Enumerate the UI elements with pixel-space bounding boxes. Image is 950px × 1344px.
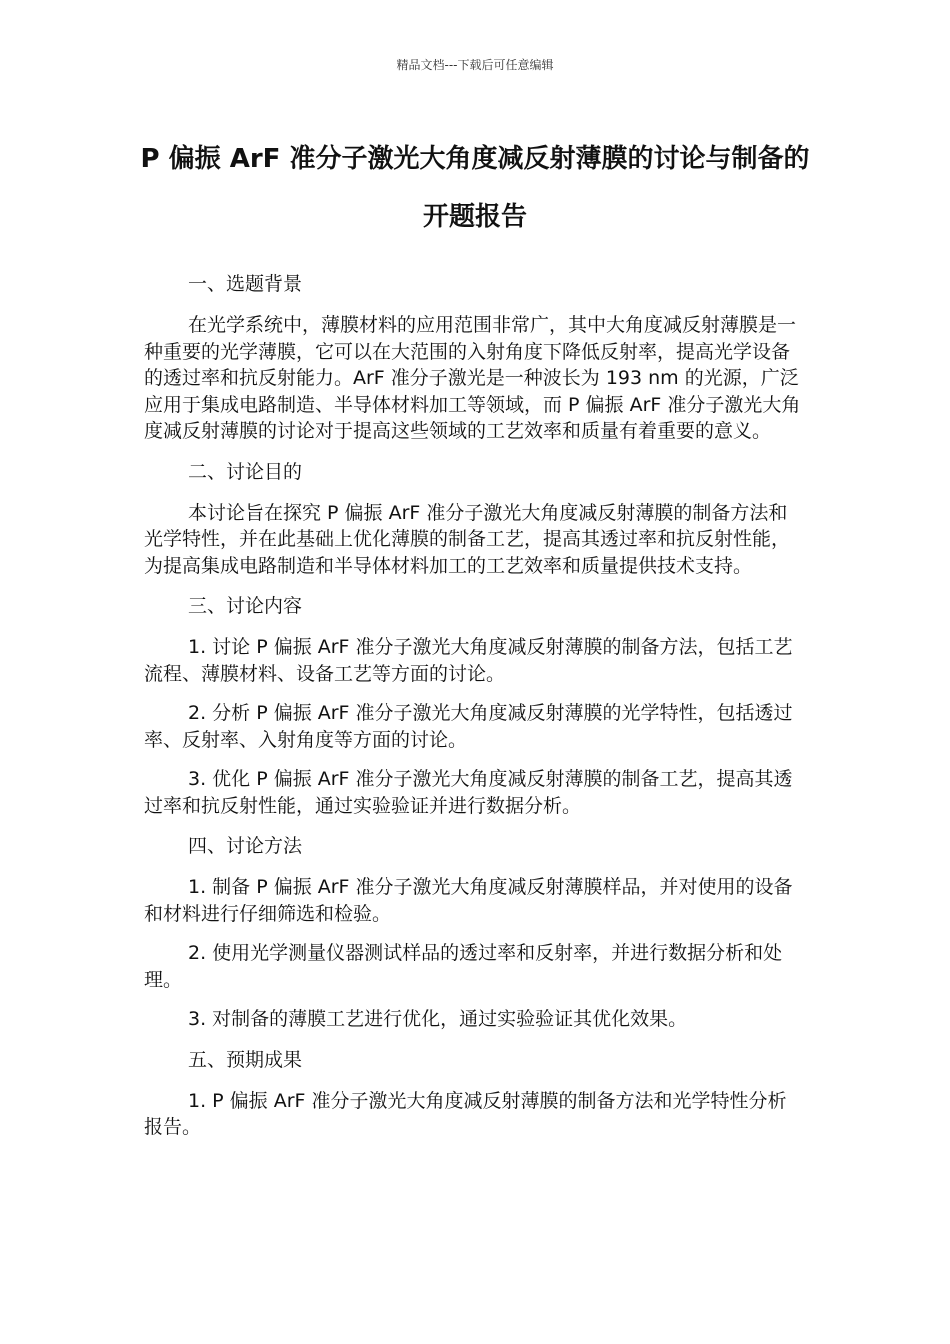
section-heading-purpose: 二、讨论目的 bbox=[188, 460, 303, 483]
document-title: P 偏振 ArF 准分子激光大角度减反射薄膜的讨论与制备的开题报告 bbox=[140, 144, 810, 232]
purpose-paragraph: 本讨论旨在探究 P 偏振 ArF 准分子激光大角度减反射薄膜的制备方法和光学特性，并在此基础上优化薄膜的制备工艺，提高其透过率和抗反射性能，为提高集成电路制造和半导体材料加工的工艺效率和质量提供技术支持。 bbox=[144, 501, 791, 577]
section-heading-method: 四、讨论方法 bbox=[188, 835, 303, 857]
header-note: 精品文档---下载后可任意编辑 bbox=[396, 58, 554, 72]
content-item-3: 3. 优化 P 偏振 ArF 准分子激光大角度减反射薄膜的制备工艺，提高其透过率和抗反射性能，通过实验验证并进行数据分析。 bbox=[144, 768, 793, 817]
method-item-3: 3. 对制备的薄膜工艺进行优化，通过实验验证其优化效果。 bbox=[188, 1008, 688, 1030]
content-item-2: 2. 分析 P 偏振 ArF 准分子激光大角度减反射薄膜的光学特性，包括透过率、反射率、入射角度等方面的讨论。 bbox=[144, 702, 793, 751]
results-item-1: 1. P 偏振 ArF 准分子激光大角度减反射薄膜的制备方法和光学特性分析报告。 bbox=[144, 1089, 787, 1138]
document-body bbox=[144, 270, 802, 1154]
section-heading-content: 三、讨论内容 bbox=[188, 595, 303, 617]
section-heading-results: 五、预期成果 bbox=[188, 1048, 303, 1071]
method-item-1: 1. 制备 P 偏振 ArF 准分子激光大角度减反射薄膜样品，并对使用的设备和材料进行仔细筛选和检验。 bbox=[144, 876, 793, 925]
content-item-1: 1. 讨论 P 偏振 ArF 准分子激光大角度减反射薄膜的制备方法，包括工艺流程、薄膜材料、设备工艺等方面的讨论。 bbox=[144, 636, 793, 685]
method-item-2: 2. 使用光学测量仪器测试样品的透过率和反射率，并进行数据分析和处理。 bbox=[144, 942, 783, 991]
background-paragraph: 在光学系统中，薄膜材料的应用范围非常广，其中大角度减反射薄膜是一种重要的光学薄膜，它可以在大范围的入射角度下降低反射率，提高光学设备的透过率和抗反射能力。ArF 准分子激光是一种波长为 193 nm 的光源，广泛应用于集成电路制造、半导体材料加工等领域，而 P 偏振 ArF 准分子激光大角度减反射薄膜的讨论对于提高这些领域的工艺效率和质量有着重要的意义。 bbox=[144, 314, 801, 442]
section-heading-background: 一、选题背景 bbox=[188, 273, 303, 295]
